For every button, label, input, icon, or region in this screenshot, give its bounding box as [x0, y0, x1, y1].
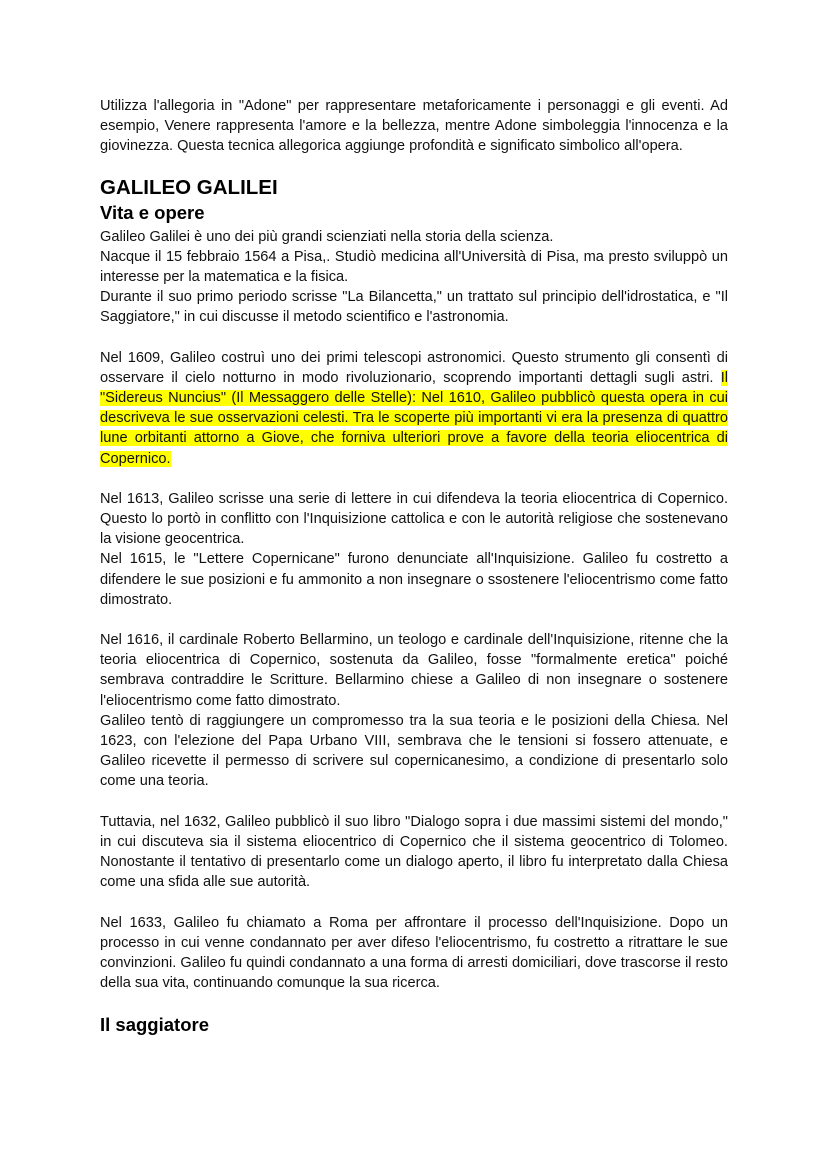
document-page — [100, 96, 728, 1039]
bellarmino-paragraph-1: Nel 1616, il cardinale Roberto Bellarmino, un teologo e cardinale dell'Inquisizione, ritenne che la teoria eliocentrica di Copernico, sostenuta da Galileo, fosse "formalmente eretica" poiché sembrava contraddire le Scritture. Bellarmino chiese a Galileo di non insegnare o sostenere l'eliocentrismo come fatto dimostrato. — [100, 632, 728, 709]
bio-line-3: Durante il suo primo periodo scrisse "La Bilancetta," un trattato sul principio dell'idrostatica, e "Il Saggiatore," in cui discusse il metodo scientifico e l'astronomia. — [100, 289, 728, 326]
bellarmino-paragraph-2: Galileo tentò di raggiungere un compromesso tra la sua teoria e le posizioni della Chiesa. Nel 1623, con l'elezione del Papa Urbano VIII, sembrava che le tensioni si fossero attenuate, e Galileo ricevette il permesso di scrivere sul copernicanesimo, a condizione di presentarlo solo come una teoria. — [100, 712, 728, 790]
paragraph-gap — [100, 469, 728, 489]
dialogo-paragraph: Tuttavia, nel 1632, Galileo pubblicò il suo libro "Dialogo sopra i due massimi sistemi del mondo," in cui discuteva sia il sistema eliocentrico di Copernico che il sistema geocentrico di Tolomeo. Nonostante il tentativo di presentarlo come un dialogo aperto, il libro fu interpretato dalla Chiesa come una sfida alle sue autorità. — [100, 813, 728, 891]
bio-line-1: Galileo Galilei è uno dei più grandi scienziati nella storia della scienza. — [100, 228, 554, 245]
paragraph-gap — [100, 328, 728, 348]
paragraph-gap — [100, 893, 728, 913]
bio-line-2: Nacque il 15 febbraio 1564 a Pisa,. Studiò medicina all'Università di Pisa, ma presto sviluppò un interesse per la matematica e la fisica. — [100, 248, 728, 286]
section-subtitle: Vita e opere — [100, 201, 205, 223]
letters-paragraph-1: Nel 1613, Galileo scrisse una serie di lettere in cui difendeva la teoria eliocentrica di Copernico. Questo lo portò in conflitto con l'Inquisizione cattolica e con le autorità religiose che sostenevano la visione geocentrica. — [100, 490, 728, 548]
intro-paragraph: Utilizza l'allegoria in "Adone" per rappresentare metaforicamente i personaggi e gli eventi. Ad esempio, Venere rappresenta l'amore e la bellezza, mentre Adone simboleggia l'innocenza e la giovinezza. Questa tecnica allegorica aggiunge profondità e significato simbolico all'opera. — [100, 98, 728, 155]
sidereus-highlight: Il "Sidereus Nuncius" (Il Messaggero delle Stelle): Nel 1610, Galileo pubblicò questa opera in cui descriveva le sue osservazioni celesti. Tra le scoperte più importanti vi era la presenza di quattro lune orbitanti attorno a Giove, che forniva ulteriori prove a favore della teoria eliocentrica di Copernico. — [100, 369, 728, 467]
section-title: GALILEO GALILEI — [100, 175, 278, 199]
paragraph-gap — [100, 610, 728, 630]
next-section-title: Il saggiatore — [100, 1014, 209, 1036]
telescope-paragraph — [100, 348, 728, 469]
processo-paragraph: Nel 1633, Galileo fu chiamato a Roma per affrontare il processo dell'Inquisizione. Dopo un processo in cui venne condannato per aver difeso l'eliocentrismo, fu costretto a ritrattare le sue convinzioni. Galileo fu quindi condannato a una forma di arresti domiciliari, dove trascorse il resto della sua vita, continuando comunque la sua ricerca. — [100, 914, 728, 992]
letters-paragraph-2: Nel 1615, le "Lettere Copernicane" furono denunciate all'Inquisizione. Galileo fu costretto a difendere le sue posizioni e fu ammonito a non insegnare o ssostenere l'eliocentrismo come fatto dimostrato. — [100, 551, 728, 608]
telescope-text: Nel 1609, Galileo costruì uno dei primi telescopi astronomici. Questo strumento gli consentì di osservare il cielo notturno in modo rivoluzionario, scoprendo importanti dettagli sugli astri. — [100, 349, 728, 386]
paragraph-gap — [100, 792, 728, 812]
